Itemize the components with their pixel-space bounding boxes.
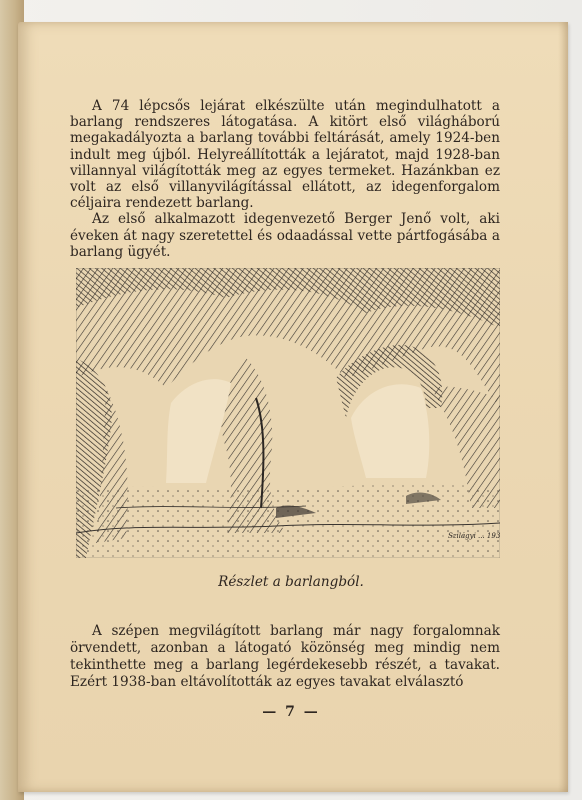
- figure-caption: Részlet a barlangból.: [218, 574, 364, 590]
- cave-sketch: [76, 268, 500, 558]
- paragraph-3: A szépen megvilágított barlang már nagy forgalomnak örvendett, azonban a látogató közönség meg mindig nem tekinthette meg a barlang legérdekesebb részét, a tavakat. Ezért 1938-ban eltávolították az egyes tavakat elválasztó: [70, 623, 500, 690]
- paragraph-1: A 74 lépcsős lejárat elkészülte után megindulhatott a barlang rendszeres látogatása. A kitört első világháború megakadályozta a barlang további feltárását, amely 1924-ben indult meg újból. Helyreállították a lejáratot, majd 1928-ban villannyal világították meg az egyes termeket. Hazánkban ez volt az első villanyvilágítással ellátott, az idegenforgalom céljaira rendezett barlang.: [70, 98, 500, 212]
- paragraph-2: Az első alkalmazott idegenvezető Berger Jenő volt, aki éveken át nagy szeretettel és odaadással vette pártfogásába a barlang ügyét.: [70, 211, 500, 260]
- cave-illustration: [76, 268, 500, 558]
- bottom-text-block: [70, 623, 500, 691]
- artist-signature: Szilágyi ... 1938: [448, 532, 500, 540]
- page-number: — 7 —: [262, 704, 320, 720]
- top-text-block: [70, 98, 500, 260]
